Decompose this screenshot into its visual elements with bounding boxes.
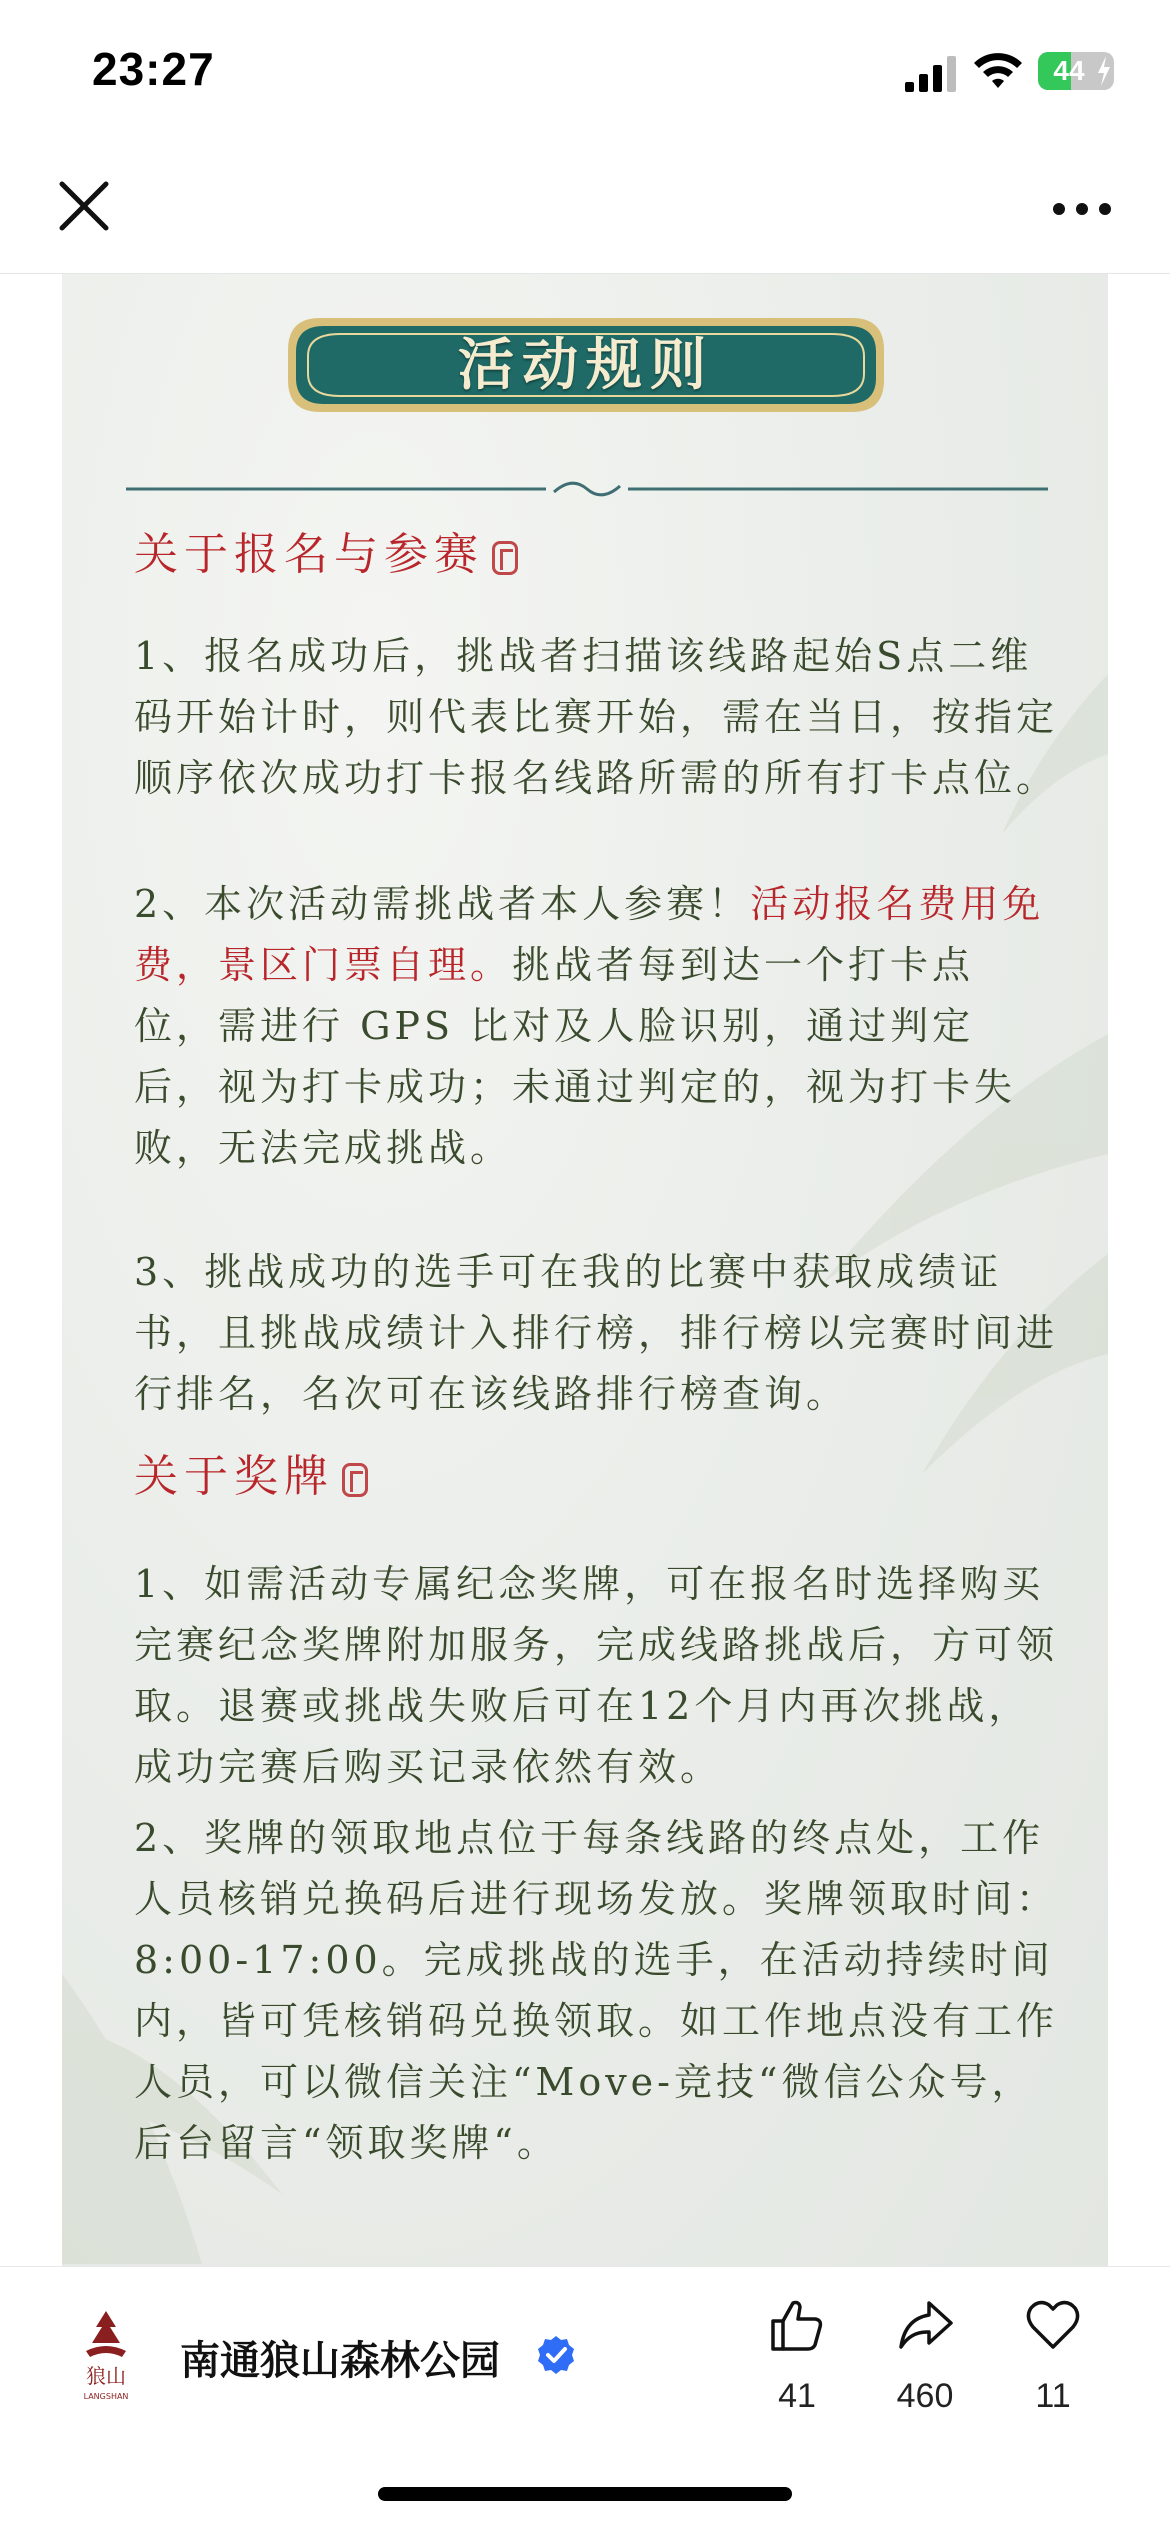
paragraph-registration-1: 1、报名成功后，挑战者扫描该线路起始S点二维码开始计时，则代表比赛开始，需在当日，按指定顺序依次成功打卡报名线路所需的所有打卡点位。 — [134, 634, 1059, 800]
paragraph-registration-2 — [134, 874, 1058, 1179]
home-indicator[interactable] — [378, 2487, 792, 2501]
more-icon[interactable] — [1052, 202, 1112, 216]
close-icon[interactable] — [58, 180, 110, 232]
ornament-divider — [126, 474, 1048, 504]
favorite-button[interactable] — [998, 2297, 1108, 2437]
paragraph-text: 2、本次活动需挑战者本人参赛！ — [134, 882, 751, 926]
like-button[interactable] — [742, 2297, 852, 2437]
share-icon — [897, 2297, 953, 2353]
battery-icon — [1038, 52, 1114, 90]
like-count: 41 — [778, 2377, 816, 2415]
author-bar — [0, 2266, 1170, 2532]
top-nav — [0, 140, 1170, 274]
paragraph-medals-2: 2、奖牌的领取地点位于每条线路的终点处，工作人员核销兑换码后进行现场发放。奖牌领取时间：8:00-17:00。完成挑战的选手，在活动持续时间内，皆可凭核销码兑换领取。如工作地点没有工作人员，可以微信关注“Move-竞技“微信公众号，后台留言“领取奖牌“。 — [134, 1816, 1059, 2165]
status-time: 23:27 — [92, 43, 215, 95]
account-name[interactable]: 南通狼山森林公园 — [180, 2338, 500, 2384]
seal-stamp-icon — [342, 1463, 368, 1497]
paragraph-text: 挑战者每到达一个打卡点位，需进行 GPS 比对及人脸识别，通过判定后，视为打卡成功；未通过判定的，视为打卡失败，无法完成挑战。 — [134, 943, 1017, 1170]
paragraph-medals-1: 1、如需活动专属纪念奖牌，可在报名时选择购买完赛纪念奖牌附加服务，完成线路挑战后，方可领取。退赛或挑战失败后可在12个月内再次挑战，成功完赛后购买记录依然有效。 — [134, 1562, 1059, 1789]
article-image — [62, 274, 1108, 2266]
wifi-icon — [972, 50, 1024, 90]
thumbs-up-icon — [769, 2297, 825, 2353]
logo-subtext: LANGSHAN — [83, 2392, 129, 2401]
status-bar — [0, 0, 1170, 140]
signal-icon — [905, 56, 957, 92]
battery-level: 44 — [1053, 55, 1085, 86]
section-heading-label: 关于报名与参赛 — [134, 529, 484, 580]
article-title: 活动规则 — [458, 332, 714, 398]
section-heading-label: 关于奖牌 — [134, 1451, 334, 1502]
share-count: 460 — [896, 2377, 954, 2415]
verified-icon — [536, 2335, 576, 2375]
paragraph-registration-3: 3、挑战成功的选手可在我的比赛中获取成绩证书，且挑战成绩计入排行榜，排行榜以完赛时间进行排名，名次可在该线路排行榜查询。 — [134, 1250, 1059, 1416]
share-button[interactable] — [870, 2297, 980, 2437]
charging-bolt-icon — [1096, 56, 1112, 86]
seal-stamp-icon — [492, 541, 518, 575]
logo-text: 狼山 — [86, 2364, 126, 2388]
favorite-count: 11 — [1035, 2377, 1071, 2415]
paragraph-highlight: 活动报名费用免费，景区门票自理。 — [134, 882, 1045, 987]
section-heading-registration — [134, 518, 518, 582]
section-heading-medals — [134, 1440, 368, 1504]
heart-icon — [1025, 2297, 1081, 2353]
account-logo[interactable] — [76, 2307, 136, 2415]
